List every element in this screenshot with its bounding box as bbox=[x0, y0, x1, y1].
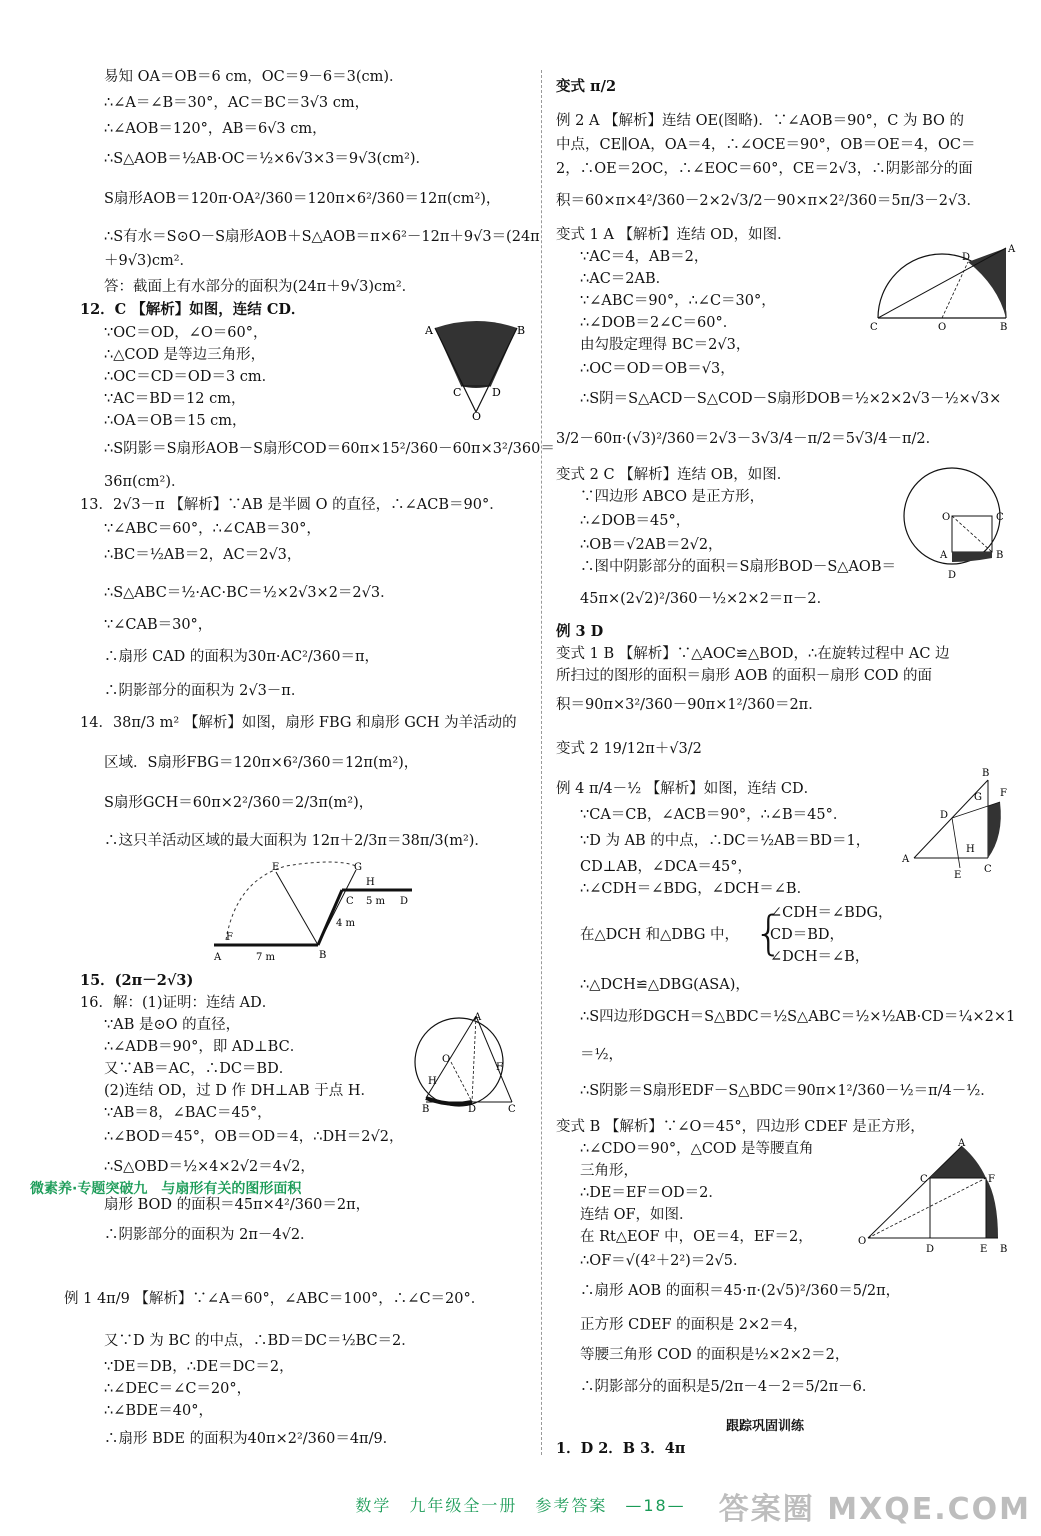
svg-text:C: C bbox=[870, 322, 878, 332]
svg-text:A: A bbox=[214, 952, 222, 963]
text-line: ∵∠ABC＝90°，∴∠C＝30°， bbox=[580, 293, 776, 309]
svg-text:O: O bbox=[938, 322, 947, 332]
svg-text:D: D bbox=[468, 1104, 477, 1115]
svg-text:A: A bbox=[958, 1138, 966, 1149]
figure-variant-2 bbox=[900, 462, 1015, 582]
svg-text:H: H bbox=[366, 877, 375, 888]
text-line: ∴扇形 BDE 的面积为40π×2²/360＝4π/9． bbox=[104, 1431, 398, 1447]
figure-14 bbox=[206, 860, 421, 965]
text-line: 三角形， bbox=[580, 1163, 638, 1179]
text-line: ∴S有水＝S⊙O－S扇形AOB＋S△AOB＝π×6²－12π＋9√3＝(24π bbox=[104, 229, 540, 245]
svg-text:C: C bbox=[984, 864, 992, 875]
text-line: 答：截面上有水部分的面积为(24π＋9√3)cm²． bbox=[104, 279, 417, 295]
text-line: ∴OC＝OD＝OB＝√3， bbox=[580, 361, 735, 377]
text-line: 在△DCH 和△DBG 中， bbox=[580, 927, 740, 943]
text-line: 变式 1 B 【解析】∵△AOC≌△BOD，∴在旋转过程中 AC 边 bbox=[556, 646, 950, 662]
text-line: ∴∠ADB＝90°，即 AD⊥BC． bbox=[104, 1039, 305, 1055]
svg-text:E: E bbox=[272, 862, 280, 873]
text-line: ∵D 为 AB 的中点，∴DC＝½AB＝BD＝1， bbox=[580, 833, 871, 849]
text-line: ∴OA＝OB＝15 cm， bbox=[104, 413, 247, 429]
text-line: S扇形AOB＝120π·OA²/360＝120π×6²/360＝12π(cm²)， bbox=[104, 191, 501, 207]
text-line: ∵AC＝BD＝12 cm， bbox=[104, 391, 246, 407]
svg-text:B: B bbox=[1000, 322, 1008, 332]
text-line: 正方形 CDEF 的面积是 2×2＝4， bbox=[580, 1317, 808, 1333]
figure-example-4 bbox=[900, 766, 1012, 880]
text-line: 由勾股定理得 BC＝2√3， bbox=[580, 337, 751, 353]
section-title: 微素养·专题突破九 与扇形有关的图形面积 bbox=[30, 1181, 302, 1197]
text-line: ∵AB 是⊙O 的直径， bbox=[104, 1017, 241, 1033]
text-line: 15．(2π－2√3) bbox=[80, 972, 194, 989]
text-line: ∴阴影部分的面积为 2√3－π． bbox=[104, 683, 306, 699]
text-line: 1．D 2．B 3．4π bbox=[556, 1440, 686, 1457]
text-line: ∴BC＝½AB＝2，AC＝2√3， bbox=[104, 547, 302, 563]
text-line: ∴∠DEC＝∠C＝20°， bbox=[104, 1381, 252, 1397]
text-line: 变式 1 A 【解析】连结 OD，如图． bbox=[556, 227, 792, 243]
text-line: 在 Rt△EOF 中，OE＝4，EF＝2， bbox=[580, 1229, 813, 1245]
text-line: 16．解：(1)证明：连结 AD． bbox=[80, 995, 277, 1011]
text-line: 又∵D 为 BC 的中点，∴BD＝DC＝½BC＝2． bbox=[104, 1333, 416, 1349]
figure-12 bbox=[425, 320, 525, 420]
brace: { bbox=[754, 906, 784, 960]
text-line: ∴∠CDH＝∠BDG，∠DCH＝∠B． bbox=[580, 881, 812, 897]
text-line: 36π(cm²)． bbox=[104, 474, 186, 490]
svg-text:F: F bbox=[988, 1174, 995, 1185]
text-line: 扇形 BOD 的面积＝45π×4²/360＝2π， bbox=[104, 1197, 371, 1213]
label: C bbox=[453, 386, 462, 399]
figure-variant-1 bbox=[868, 242, 1018, 332]
text-line: 3/2－60π·(√3)²/360＝2√3－3√3/4－π/2＝5√3/4－π/2． bbox=[556, 431, 941, 447]
text-line: 变式 2 C 【解析】连结 OB，如图． bbox=[556, 467, 792, 483]
svg-text:7 m: 7 m bbox=[256, 952, 276, 963]
svg-text:G: G bbox=[974, 792, 982, 803]
text-line: 等腰三角形 COD 的面积是½×2×2＝2， bbox=[580, 1347, 850, 1363]
text-line: 例 4 π/4－½ 【解析】如图，连结 CD． bbox=[556, 781, 819, 797]
figure-16 bbox=[404, 1010, 524, 1115]
text-line: 变式 π/2 bbox=[556, 78, 617, 95]
svg-text:O: O bbox=[858, 1236, 867, 1247]
svg-text:C: C bbox=[508, 1104, 516, 1115]
text-line: ∵四边形 ABCO 是正方形， bbox=[580, 489, 765, 505]
svg-text:B: B bbox=[319, 950, 327, 961]
label: O bbox=[472, 410, 482, 420]
text-line: ∴这只羊活动区域的最大面积为 12π＋2/3π＝38π/3(m²)． bbox=[104, 833, 489, 849]
text-line: ∵AC＝4，AB＝2， bbox=[580, 249, 709, 265]
text-line: 变式 B 【解析】∵∠O＝45°，四边形 CDEF 是正方形， bbox=[556, 1119, 925, 1135]
text-line: 13．2√3－π 【解析】∵AB 是半圆 O 的直径，∴∠ACB＝90°． bbox=[80, 497, 504, 513]
text-line: ∠DCH＝∠B， bbox=[770, 949, 870, 965]
text-line: ∴OF＝√(4²＋2²)＝2√5． bbox=[580, 1253, 748, 1269]
text-line: 又∵AB＝AC，∴DC＝BD． bbox=[104, 1061, 294, 1077]
text-line: ∴S阴影＝S扇形AOB－S扇形COD＝60π×15²/360－60π×3²/360＝ bbox=[104, 441, 555, 457]
text-line: ∴∠DOB＝45°， bbox=[580, 513, 691, 529]
svg-text:E: E bbox=[980, 1244, 988, 1255]
text-line: ∵AB＝8，∠BAC＝45°， bbox=[104, 1105, 272, 1121]
svg-text:A: A bbox=[474, 1012, 482, 1023]
text-line: 例 1 4π/9 【解析】∵∠A＝60°，∠ABC＝100°，∴∠C＝20°． bbox=[64, 1291, 486, 1307]
text-line: ∴△DCH≌△DBG(ASA)， bbox=[580, 977, 750, 993]
text-line: ∵CA＝CB，∠ACB＝90°，∴∠B＝45°． bbox=[580, 807, 848, 823]
svg-text:B: B bbox=[996, 550, 1004, 561]
text-line: ∴△COD 是等边三角形， bbox=[104, 347, 266, 363]
svg-text:B: B bbox=[1000, 1244, 1008, 1255]
text-line: (2)连结 OD，过 D 作 DH⊥AB 于点 H． bbox=[104, 1083, 376, 1099]
text-line: ∵OC＝OD，∠O＝60°， bbox=[104, 325, 268, 341]
text-line: ∵DE＝DB，∴DE＝DC＝2， bbox=[104, 1359, 294, 1375]
text-line: ∴S△ABC＝½·AC·BC＝½×2√3×2＝2√3． bbox=[104, 585, 395, 601]
subsection-title: 跟踪巩固训练 bbox=[726, 1419, 805, 1434]
text-line: ∠CDH＝∠BDG， bbox=[770, 905, 893, 921]
text-line: ∴扇形 CAD 的面积为30π·AC²/360＝π， bbox=[104, 649, 379, 665]
svg-text:H: H bbox=[966, 844, 975, 855]
text-line: ∴阴影部分的面积是5/2π－4－2＝5/2π－6． bbox=[580, 1379, 877, 1395]
svg-text:D: D bbox=[962, 252, 971, 263]
svg-text:5 m: 5 m bbox=[366, 896, 386, 907]
text-line: 例 3 D bbox=[556, 623, 604, 640]
text-line: 中点，CE∥OA，OA＝4，∴∠OCE＝90°，OB＝OE＝4，OC＝ bbox=[556, 137, 976, 153]
text-line: ∴AC＝2AB． bbox=[580, 271, 671, 287]
text-line: 区域．S扇形FBG＝120π×6²/360＝12π(m²)， bbox=[104, 755, 419, 771]
text-line: 积＝90π×3²/360－90π×1²/360＝2π． bbox=[556, 697, 823, 713]
svg-text:E: E bbox=[954, 870, 962, 880]
text-line: CD＝BD， bbox=[770, 927, 845, 943]
svg-text:D: D bbox=[948, 570, 957, 581]
svg-text:F: F bbox=[496, 1062, 503, 1073]
text-line: ∴图中阴影部分的面积＝S扇形BOD－S△AOB＝ bbox=[580, 559, 896, 575]
svg-text:A: A bbox=[1008, 244, 1016, 255]
text-line: ∴∠DOB＝2∠C＝60°． bbox=[580, 315, 738, 331]
svg-text:4 m: 4 m bbox=[336, 918, 356, 929]
label: A bbox=[425, 324, 433, 337]
text-line: 例 2 A 【解析】连结 OE(图略)．∵∠AOB＝90°，C 为 BO 的 bbox=[556, 113, 965, 129]
svg-text:O: O bbox=[442, 1054, 451, 1065]
svg-text:C: C bbox=[920, 1174, 928, 1185]
text-line: ∴S阴＝S△ACD－S△COD－S扇形DOB＝½×2×2√3－½×√3× bbox=[580, 391, 1002, 407]
text-line: 2，∴OE＝2OC，∴∠EOC＝60°，CE＝2√3，∴阴影部分的面 bbox=[556, 161, 973, 177]
text-line: ＋9√3)cm²． bbox=[104, 253, 195, 269]
svg-text:F: F bbox=[226, 932, 233, 943]
text-line: ∵∠CAB＝30°， bbox=[104, 617, 213, 633]
text-line: 14．38π/3 m² 【解析】如图，扇形 FBG 和扇形 GCH 为羊活动的 bbox=[80, 715, 517, 731]
text-line: 连结 OF，如图． bbox=[580, 1207, 694, 1223]
text-line: ∴S△AOB＝½AB·OC＝½×6√3×3＝9√3(cm²)． bbox=[104, 151, 431, 167]
text-line: ∴∠BDE＝40°， bbox=[104, 1403, 213, 1419]
text-line: ∴扇形 AOB 的面积＝45·π·(2√5)²/360＝5/2π， bbox=[580, 1283, 901, 1299]
text-line: 45π×(2√2)²/360－½×2×2＝π－2． bbox=[580, 591, 832, 607]
svg-text:F: F bbox=[1000, 788, 1007, 799]
text-line: ∴∠BOD＝45°，OB＝OD＝4，∴DH＝2√2， bbox=[104, 1129, 404, 1145]
svg-text:B: B bbox=[982, 768, 990, 779]
svg-text:D: D bbox=[926, 1244, 935, 1255]
svg-text:O: O bbox=[942, 512, 951, 523]
text-line: ∴OB＝√2AB＝2√2， bbox=[580, 537, 723, 553]
text-line: ∴DE＝EF＝OD＝2． bbox=[580, 1185, 723, 1201]
label: D bbox=[492, 386, 501, 399]
svg-text:D: D bbox=[400, 896, 409, 907]
text-line: S扇形GCH＝60π×2²/360＝2/3π(m²)， bbox=[104, 795, 374, 811]
text-line: ∵∠ABC＝60°，∴∠CAB＝30°， bbox=[104, 521, 321, 537]
text-line: 12．C 【解析】如图，连结 CD． bbox=[80, 301, 306, 318]
figure-variant-b bbox=[858, 1138, 1018, 1258]
text-line: ∴∠AOB＝120°，AB＝6√3 cm， bbox=[104, 121, 327, 137]
text-line: ∴∠CDO＝90°，△COD 是等腰直角 bbox=[580, 1141, 814, 1157]
page-footer: 数学 九年级全一册 参考答案 —18— bbox=[355, 1496, 686, 1515]
column-divider bbox=[541, 70, 542, 1455]
text-line: ∴S阴影＝S扇形EDF－S△BDC＝90π×1²/360－½＝π/4－½． bbox=[580, 1083, 995, 1099]
text-line: 易知 OA＝OB＝6 cm，OC＝9－6＝3(cm)． bbox=[104, 69, 404, 85]
label: B bbox=[517, 324, 525, 337]
text-line: ∴阴影部分的面积为 2π－4√2． bbox=[104, 1227, 315, 1243]
svg-text:A: A bbox=[940, 550, 948, 561]
svg-text:D: D bbox=[940, 810, 949, 821]
svg-text:G: G bbox=[354, 862, 362, 873]
svg-text:A: A bbox=[902, 854, 910, 865]
text-line: 积＝60×π×4²/360－2×2√3/2－90×π×2²/360＝5π/3－2√3． bbox=[556, 193, 981, 209]
text-line: 变式 2 19/12π＋√3/2 bbox=[556, 741, 702, 757]
text-line: ＝½， bbox=[580, 1047, 624, 1063]
text-line: ∴S四边形DGCH＝S△BDC＝½S△ABC＝½×½AB·CD＝¼×2×1 bbox=[580, 1009, 1016, 1025]
svg-text:C: C bbox=[346, 896, 354, 907]
text-line: CD⊥AB，∠DCA＝45°， bbox=[580, 859, 753, 875]
text-line: 所扫过的图形的面积＝扇形 AOB 的面积－扇形 COD 的面 bbox=[556, 668, 933, 684]
text-line: ∴S△OBD＝½×4×2√2＝4√2， bbox=[104, 1159, 315, 1175]
text-line: ∴∠A＝∠B＝30°，AC＝BC＝3√3 cm， bbox=[104, 95, 370, 111]
svg-text:H: H bbox=[428, 1076, 437, 1087]
svg-text:C: C bbox=[996, 512, 1004, 523]
text-line: ∴OC＝CD＝OD＝3 cm． bbox=[104, 369, 277, 385]
svg-text:B: B bbox=[422, 1104, 430, 1115]
watermark: 答案圈 MXQE.COM bbox=[718, 1492, 1031, 1527]
